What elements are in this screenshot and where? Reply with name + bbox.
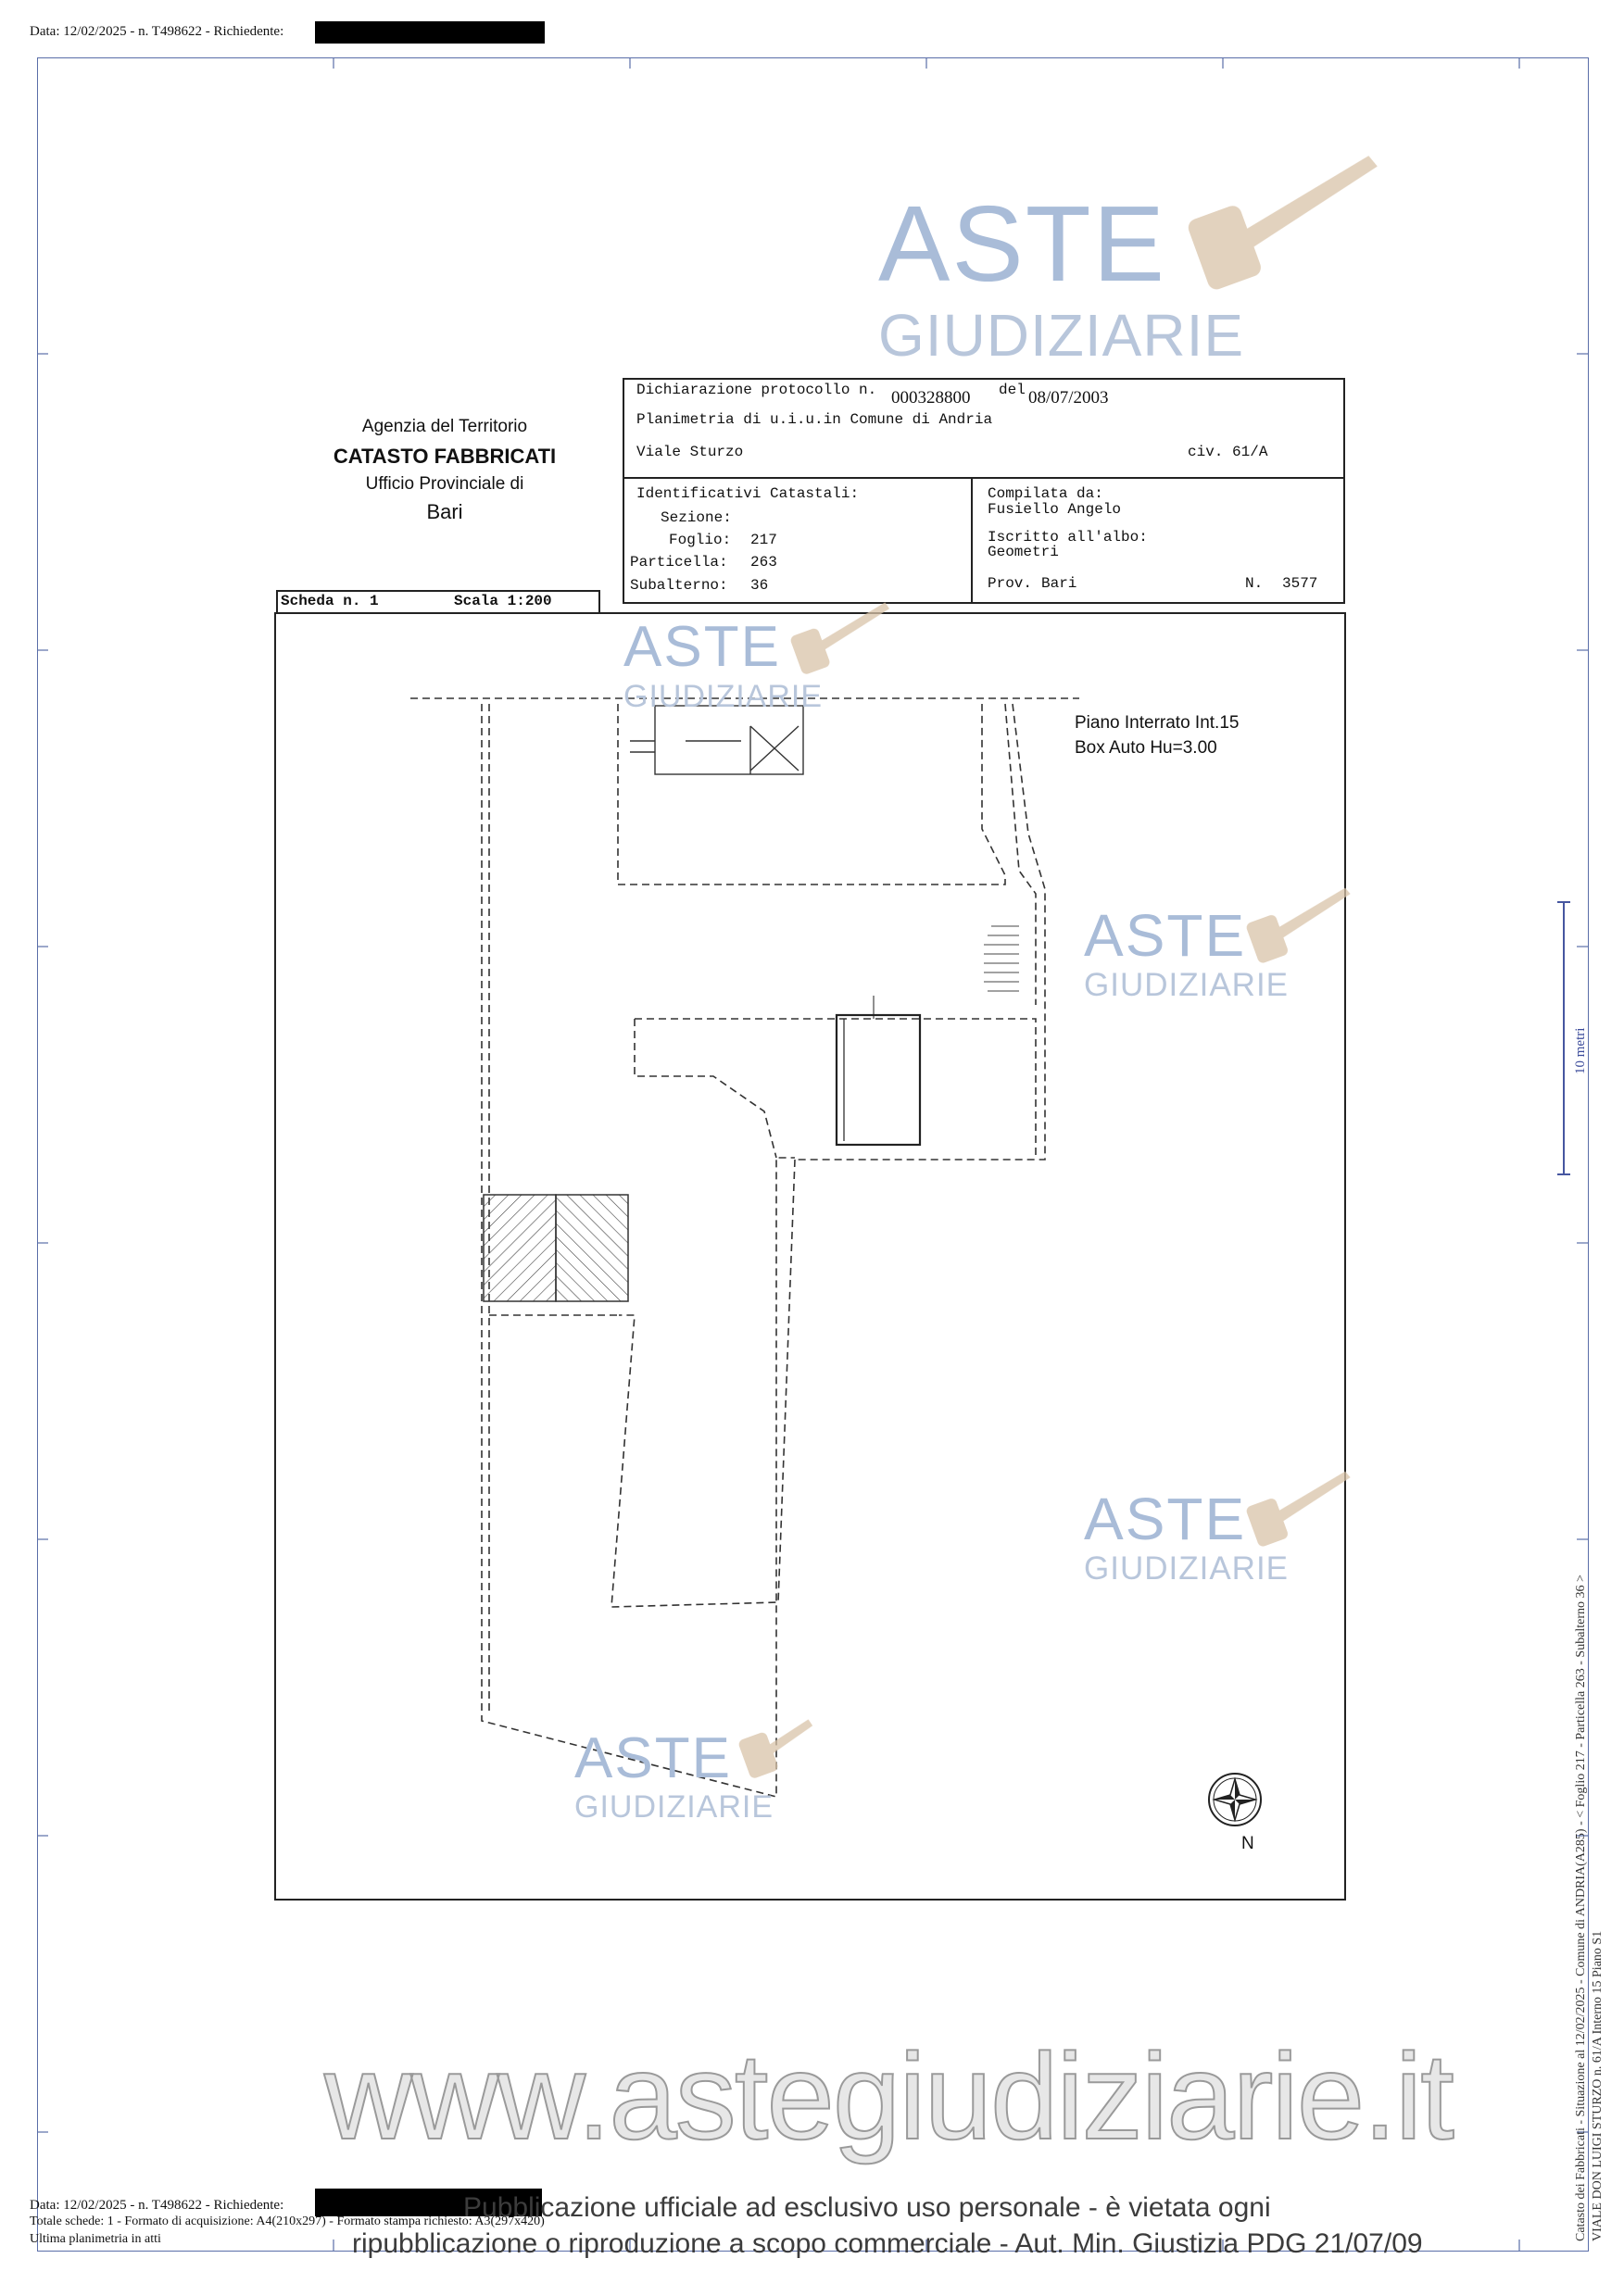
declaration-date: 08/07/2003	[1028, 388, 1109, 408]
agency-name: Agenzia del Territorio	[361, 417, 528, 436]
protocol-number: 000328800	[891, 388, 971, 408]
foglio-label: Foglio:	[669, 532, 732, 548]
hatched-block-right	[556, 1195, 628, 1301]
watermark-aste-2: ASTE	[1084, 902, 1247, 969]
watermark-aste-top: ASTE	[878, 183, 1166, 304]
particella-value: 263	[750, 554, 777, 571]
watermark-aste-3: ASTE	[1084, 1486, 1247, 1552]
compiler-name: Fusiello Angelo	[988, 501, 1122, 518]
floor-label: Piano Interrato Int.15	[1075, 713, 1240, 733]
date-label: del	[999, 382, 1026, 398]
foglio-value: 217	[750, 532, 777, 548]
north-arrow-icon	[1209, 1774, 1261, 1826]
upper-room-outline	[618, 704, 1005, 885]
address: Viale Sturzo	[636, 444, 744, 460]
identifiers-title: Identificativi Catastali:	[636, 485, 860, 502]
protocol-label: Dichiarazione protocollo n.	[636, 382, 877, 398]
box-auto-unit	[837, 1015, 920, 1145]
prov-value: Bari	[1041, 575, 1077, 592]
publication-notice-2: ripubblicazione o riproduzione a scopo commerciale - Aut. Min. Giustizia PDG 21/07/09	[352, 2228, 1423, 2259]
watermark-aste-1: ASTE	[623, 615, 781, 679]
agency-city: Bari	[426, 500, 463, 523]
publication-notice-1: Pubblicazione ufficiale ad esclusivo uso personale - è vietata ogni	[463, 2192, 1271, 2223]
frame-ticks	[37, 57, 1588, 2251]
stair-block	[655, 706, 803, 774]
building-wall-right-inner	[1005, 704, 1036, 1005]
albo-value: Geometri	[988, 544, 1059, 560]
civic-number: civ. 61/A	[1188, 444, 1268, 460]
subalterno-value: 36	[750, 577, 769, 594]
ramp-outline	[611, 1160, 795, 1607]
watermark-giudiziarie-2: GIUDIZIARIE	[1084, 967, 1290, 1003]
north-label: N	[1241, 1834, 1254, 1853]
footer-line-3: Ultima planimetria in atti	[30, 2232, 161, 2246]
agency-dept: CATASTO FABBRICATI	[333, 445, 557, 468]
watermark-aste-4: ASTE	[574, 1726, 732, 1790]
header-line: Data: 12/02/2025 - n. T498622 - Richiedente:	[30, 24, 284, 39]
scala: Scala 1:200	[454, 593, 552, 609]
watermark-giudiziarie-3: GIUDIZIARIE	[1084, 1550, 1290, 1587]
scheda-number: Scheda n. 1	[281, 593, 379, 609]
corridor-left	[635, 1019, 776, 1158]
albo-label: Iscritto all'albo:	[988, 529, 1148, 546]
hatched-block-left	[484, 1195, 556, 1301]
scale-bar-label: 10 metri	[1573, 1027, 1588, 1074]
sezione-label: Sezione:	[661, 509, 732, 526]
plan-label: Planimetria di u.i.u.in Comune di Andria	[636, 411, 993, 428]
prov-label: Prov.	[988, 575, 1033, 592]
watermark-site-url: www.astegiudiziarie.it	[324, 2028, 1453, 2164]
number-label: N.	[1245, 575, 1264, 592]
footer-line-1: Data: 12/02/2025 - n. T498622 - Richiedente:	[30, 2198, 284, 2213]
number-value: 3577	[1282, 575, 1318, 592]
stair-steps-right	[984, 926, 1019, 991]
gavel-watermark-icons	[737, 154, 1398, 1779]
box-auto-label: Box Auto Hu=3.00	[1075, 738, 1217, 758]
agency-office: Ufficio Provinciale di	[365, 474, 524, 494]
footer-line-2: Totale schede: 1 - Formato di acquisizione: A4(210x297) - Formato stampa richiesto: A3(297x420)	[30, 2214, 545, 2228]
watermark-giudiziarie-4: GIUDIZIARIE	[574, 1789, 774, 1825]
scale-bar	[1557, 902, 1570, 1174]
particella-label: Particella:	[630, 554, 728, 571]
corridor-top	[635, 1019, 1036, 1160]
watermark-giudiziarie-top: GIUDIZIARIE	[878, 302, 1245, 369]
subalterno-label: Subalterno:	[630, 577, 728, 594]
watermark-giudiziarie-1: GIUDIZIARIE	[623, 679, 824, 714]
compiler-title: Compilata da:	[988, 485, 1103, 502]
